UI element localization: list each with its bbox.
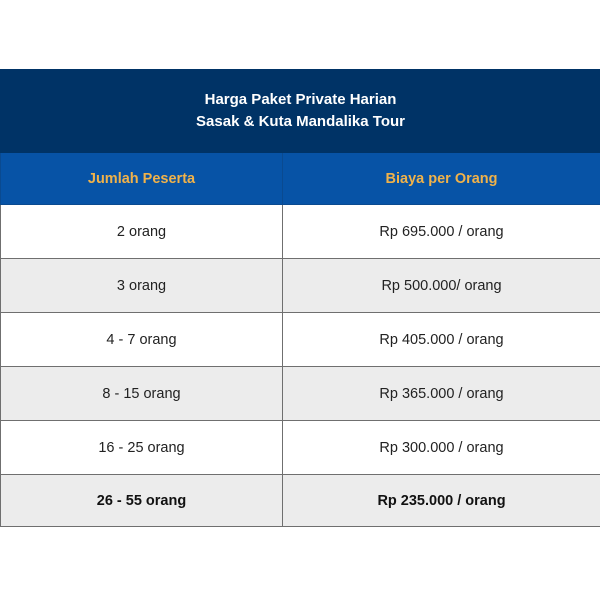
- table-title-line-1: Harga Paket Private Harian: [204, 91, 397, 108]
- price-cell: Rp 235.000 / orang: [283, 475, 600, 527]
- column-header-participants: Jumlah Peserta: [1, 153, 283, 205]
- participants-cell: 4 - 7 orang: [1, 313, 283, 367]
- price-table: [0, 69, 600, 527]
- price-cell: Rp 695.000 / orang: [283, 205, 600, 259]
- price-cell: Rp 300.000 / orang: [283, 421, 600, 475]
- participants-cell: 3 orang: [1, 259, 283, 313]
- table-title: [1, 70, 600, 153]
- table-header-row: [1, 153, 600, 205]
- price-cell: Rp 500.000/ orang: [283, 259, 600, 313]
- participants-cell: 16 - 25 orang: [1, 421, 283, 475]
- price-cell: Rp 405.000 / orang: [283, 313, 600, 367]
- table-row: [1, 259, 600, 313]
- table-row: [1, 367, 600, 421]
- column-header-price: Biaya per Orang: [283, 153, 600, 205]
- price-cell: Rp 365.000 / orang: [283, 367, 600, 421]
- table-row: [1, 475, 600, 527]
- participants-cell: 2 orang: [1, 205, 283, 259]
- table-title-line-2: Sasak & Kuta Mandalika Tour: [196, 113, 405, 130]
- table-row: [1, 205, 600, 259]
- table-row: [1, 313, 600, 367]
- table-title-row: [1, 70, 600, 153]
- table-row: [1, 421, 600, 475]
- participants-cell: 8 - 15 orang: [1, 367, 283, 421]
- participants-cell: 26 - 55 orang: [1, 475, 283, 527]
